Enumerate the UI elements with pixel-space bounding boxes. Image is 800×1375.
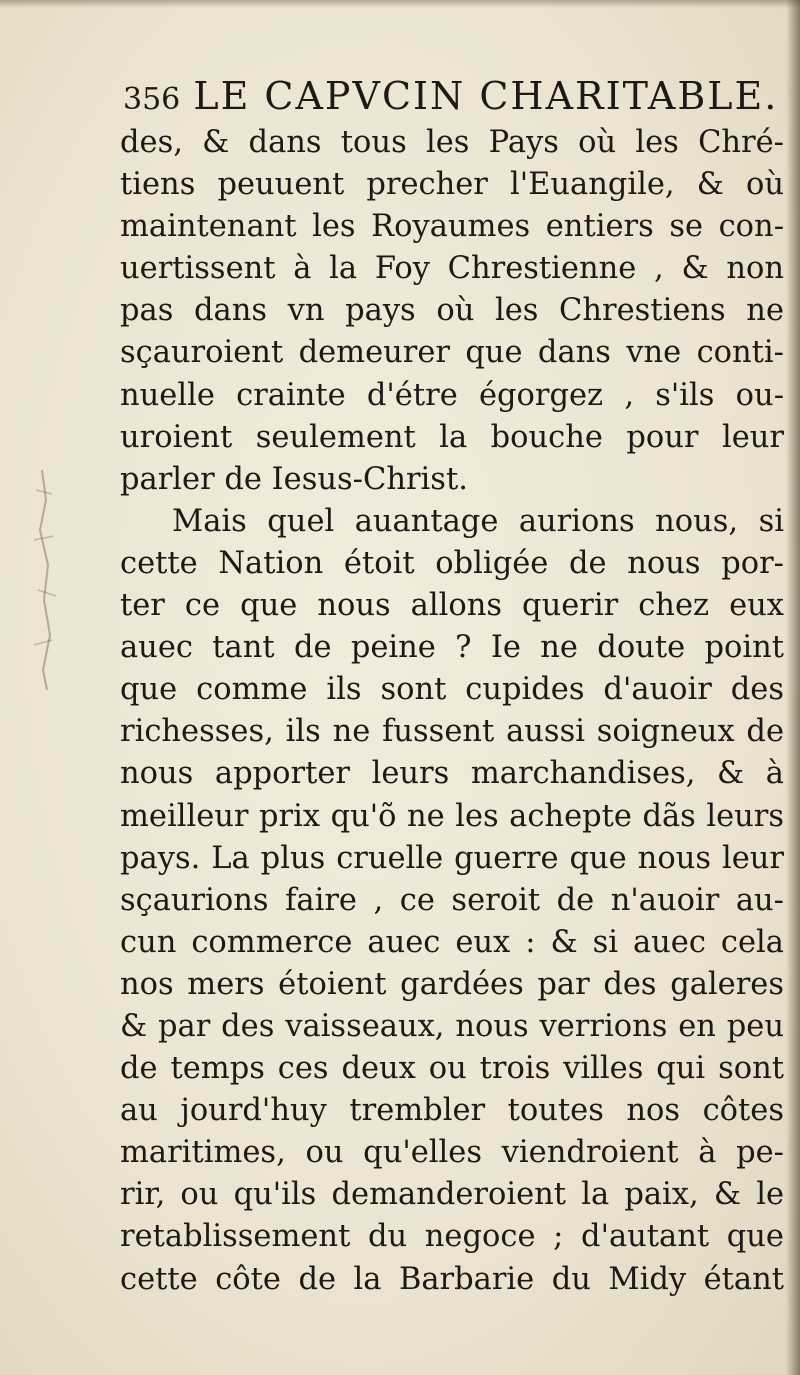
text-line: & par des vaisseaux, nous verrions en peu [120,1008,784,1044]
page-top-shadow [0,0,800,8]
page-number: 356 [123,82,181,117]
paragraph [120,122,784,501]
text-line: que comme ils sont cupides d'auoir des [120,672,784,708]
paragraph [120,501,784,1301]
text-line: nuelle crainte d'étre égorgez , s'ils ou- [120,377,784,413]
text-line: sçauroient demeurer que dans vne conti- [120,335,784,371]
text-line: uroient seulement la bouche pour leur [120,419,784,455]
text-line: au jourd'huy trembler toutes nos côtes [120,1093,784,1129]
text-line: maintenant les Royaumes entiers se con- [120,209,784,245]
text-line: nous apporter leurs marchandises, & à [120,756,784,792]
text-line: parler de Iesus-Christ. [120,461,468,497]
ink-show-through-mark [28,470,68,690]
text-line: auec tant de peine ? Ie ne doute point [120,630,784,666]
text-line: maritimes, ou qu'elles viendroient à pe- [120,1135,784,1171]
text-line: des, & dans tous les Pays où les Chré- [120,125,784,160]
running-head: LE CAPVCIN CHARITABLE. [193,74,779,118]
page-gutter-shadow [786,0,800,1375]
text-line: richesses, ils ne fussent aussi soigneux de [120,714,784,750]
text-line: rir, ou qu'ils demanderoient la paix, & le [120,1177,784,1213]
text-line: pas dans vn pays où les Chrestiens ne [120,293,784,329]
text-line: pays. La plus cruelle guerre que nous leur [120,840,784,876]
text-line: sçaurions faire , ce seroit de n'auoir au- [120,882,784,918]
text-line: de temps ces deux ou trois villes qui sont [120,1051,784,1087]
text-line: uertissent à la Foy Chrestienne , & non [120,251,784,287]
text-line: ter ce que nous allons querir chez eux [120,588,784,624]
text-line: cette Nation étoit obligée de nous por- [120,545,784,581]
page-header [123,74,783,126]
text-line: meilleur prix qu'õ ne les achepte dãs leurs [120,798,784,834]
text-line: nos mers étoient gardées par des galeres [120,966,784,1002]
text-line: Mais quel auantage aurions nous, si [172,503,784,539]
text-line: cun commerce auec eux : & si auec cela [120,924,784,960]
text-line: tiens peuuent precher l'Euangile, & où [120,167,784,203]
text-line: retablissement du negoce ; d'autant que [120,1219,784,1255]
body-text [120,122,784,1301]
text-line: cette côte de la Barbarie du Midy étant [120,1261,784,1297]
